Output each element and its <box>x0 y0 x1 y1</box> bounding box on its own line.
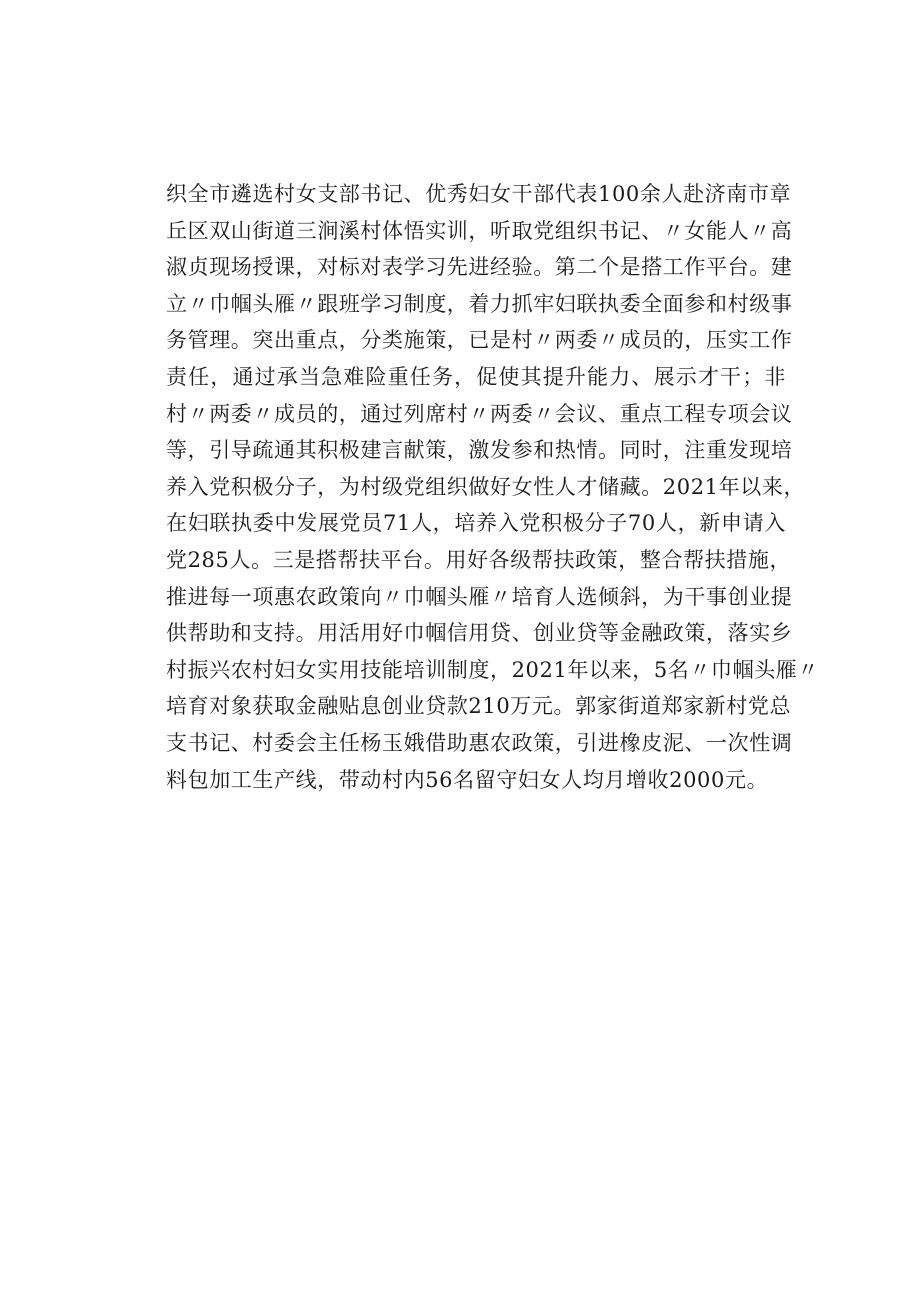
text-line: 在妇联执委中发展党员71人，培养入党积极分子70人，新申请入 <box>166 511 786 536</box>
text-line: 村〃两委〃成员的，通过列席村〃两委〃会议、重点工程专项会议 <box>166 401 793 426</box>
text-line: 等，引导疏通其积极建言献策，激发参和热情。同时，注重发现培 <box>166 438 793 463</box>
text-line: 供帮助和支持。用活用好巾帼信用贷、创业贷等金融政策，落实乡 <box>166 621 793 646</box>
text-line: 养入党积极分子，为村级党组织做好女性人才储藏。2021年以来， <box>166 474 806 499</box>
text-line: 责任，通过承当急难险重任务，促使其提升能力、展示才干；非 <box>166 364 786 389</box>
text-line: 支书记、村委会主任杨玉娥借助惠农政策，引进橡皮泥、一次性调 <box>166 730 793 755</box>
text-line: 培育对象获取金融贴息创业贷款210万元。郭家街道郑家新村党总 <box>166 694 792 719</box>
body-paragraph <box>166 176 820 798</box>
text-line: 丘区双山街道三涧溪村体悟实训，听取党组织书记、〃女能人〃高 <box>166 218 793 243</box>
text-line: 淑贞现场授课，对标对表学习先进经验。第二个是搭工作平台。建 <box>166 255 793 280</box>
text-line: 织全市遴选村女支部书记、优秀妇女干部代表100余人赴济南市章 <box>166 182 792 206</box>
text-line: 务管理。突出重点，分类施策，已是村〃两委〃成员的，压实工作 <box>166 328 793 353</box>
text-line: 立〃巾帼头雁〃跟班学习制度，着力抓牢妇联执委全面参和村级事 <box>166 291 793 316</box>
text-line: 村振兴农村妇女实用技能培训制度，2021年以来，5名〃巾帼头雁〃 <box>166 657 820 682</box>
text-line: 推进每一项惠农政策向〃巾帼头雁〃培育人选倾斜，为干事创业提 <box>166 584 793 609</box>
text-line: 料包加工生产线，带动村内56名留守妇女人均月增收2000元。 <box>166 767 769 792</box>
text-line: 党285人。三是搭帮扶平台。用好各级帮扶政策，整合帮扶措施， <box>166 547 792 572</box>
